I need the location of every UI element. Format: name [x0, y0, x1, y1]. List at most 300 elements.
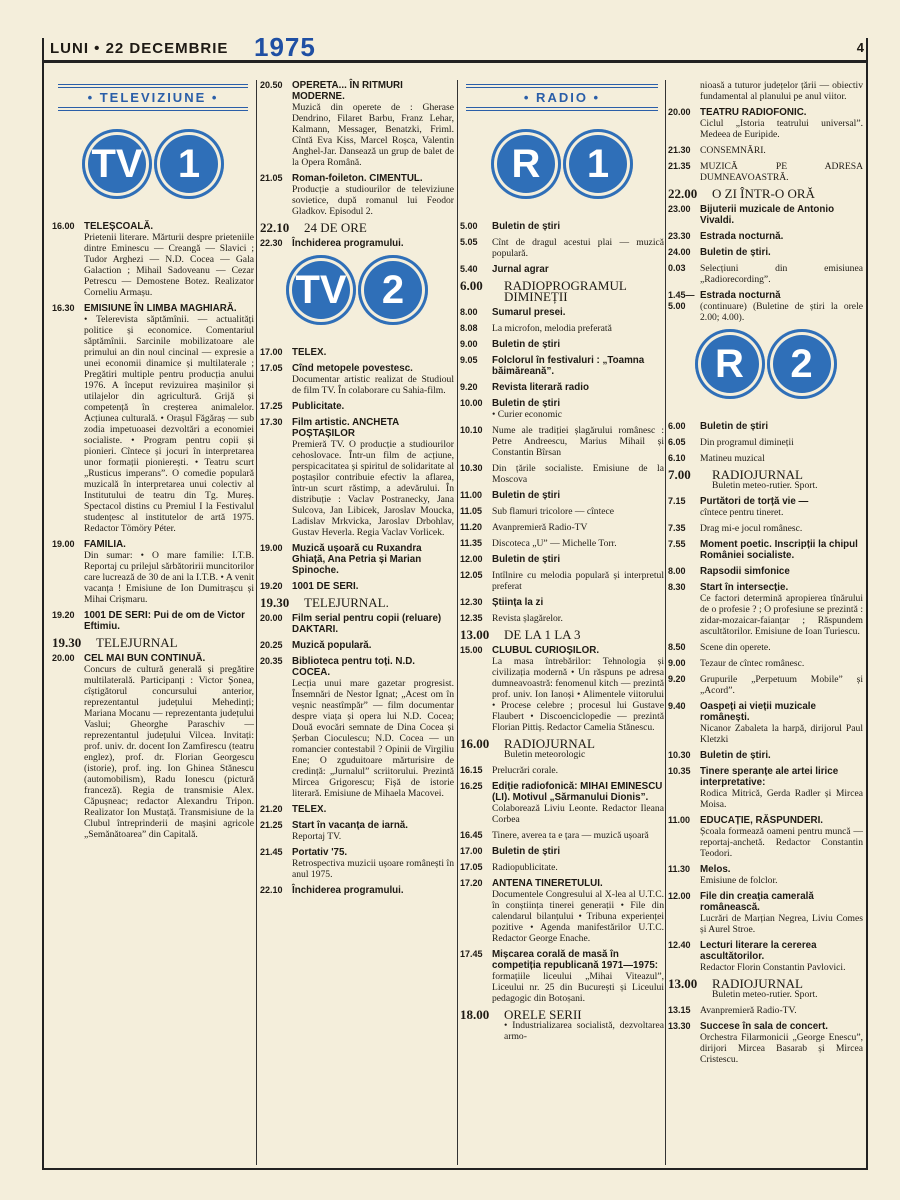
program-entry [52, 637, 254, 648]
program-time: 7.00 [668, 467, 691, 482]
program-title: File din creația camerală românească. [700, 891, 814, 913]
program-time: 9.05 [460, 355, 478, 365]
program-description: Revista șlagărelor. [492, 613, 563, 624]
program-entry [668, 523, 863, 534]
program-entry [668, 204, 863, 226]
program-title: CEL MAI BUN CONTINUĂ. [84, 653, 206, 664]
program-entry [460, 645, 664, 733]
program-description: Matineu muzical [700, 453, 765, 464]
program-body [700, 658, 863, 669]
program-time: 17.20 [460, 878, 483, 888]
program-time: 22.10 [260, 885, 283, 895]
tv1-logo [52, 129, 254, 199]
program-entry [668, 1005, 863, 1016]
program-body [700, 161, 863, 183]
program-entry [260, 847, 454, 880]
program-body [492, 862, 664, 873]
program-description: Premieră TV. O producție a studiourilor cehoslovace. Într-un film de acțiune, perspicacitatea și spiritul de solidaritate al poștașilor contribuie efectiv la aflarea, într-un scurt răstimp, a adevărului. În distribuție : Vaclav Postranecky, Jana Sulcova, Jan Libicek, Jaroslav Moucka, Ladislav Mrkvicka, Jaroslav Drbohlav, Gustav Heverla. Regia Vaclav Vorlicek. [292, 439, 454, 538]
program-title: Buletin de știri [492, 846, 561, 857]
program-time: 8.30 [668, 582, 686, 592]
program-time: 17.25 [260, 401, 283, 411]
program-entry [460, 781, 664, 825]
program-entry [260, 417, 454, 538]
program-time: 17.30 [260, 417, 283, 427]
program-description: Buletin meteorologic [504, 749, 586, 760]
logo-circle: 2 [358, 255, 428, 325]
program-entry [460, 846, 664, 857]
program-title: 1001 DE SERI: Pui de om de Victor Eftimiu. [84, 610, 245, 632]
program-entry [668, 421, 863, 432]
program-body [292, 347, 454, 358]
program-title: Succese în sala de concert. [700, 1021, 828, 1032]
program-body [700, 453, 863, 464]
program-time: 9.00 [668, 658, 686, 668]
program-description: Avanpremieră Radio-TV. [700, 1005, 797, 1016]
program-entry [668, 815, 863, 859]
program-entry [260, 543, 454, 576]
program-body [292, 581, 454, 592]
program-entry [668, 566, 863, 577]
program-entry [460, 538, 664, 549]
program-body [492, 237, 664, 259]
program-time: 20.00 [52, 653, 75, 663]
program-body [492, 355, 664, 377]
program-description: • Industrializarea socialistă, dezvoltarea armo- [504, 1020, 664, 1042]
program-entry [668, 891, 863, 935]
program-entry [460, 355, 664, 377]
program-body [492, 597, 664, 608]
program-title: Oaspeți ai vieții muzicale românești. [700, 701, 816, 723]
program-entry [460, 878, 664, 944]
logo-circle: TV [286, 255, 356, 325]
program-body [292, 820, 454, 842]
program-time: 13.00 [460, 627, 490, 642]
program-title: Închiderea programului. [292, 238, 404, 249]
schedule-list [668, 421, 863, 1065]
program-body [700, 437, 863, 448]
program-title: Sumarul presei. [492, 307, 566, 318]
logo-circle: R [491, 129, 561, 199]
program-time: 11.00 [460, 490, 483, 500]
program-description: Radiopublicitate. [492, 862, 558, 873]
program-body [700, 421, 863, 432]
program-time: 13.30 [668, 1021, 691, 1031]
program-time: 23.00 [668, 204, 691, 214]
program-entry [668, 701, 863, 745]
program-body [700, 701, 863, 745]
program-entry [460, 237, 664, 259]
program-title: DE LA 1 LA 3 [504, 627, 581, 642]
program-entry [260, 581, 454, 592]
program-description: Documentar artistic realizat de Studioul de film TV. În colaborare cu Sahia-film. [292, 374, 454, 396]
program-description: Discoteca „U” — Michelle Torr. [492, 538, 617, 549]
program-description: Emisiune de folclor. [700, 875, 778, 886]
program-description: Din sumar: • O mare familie: I.T.B. Reportaj cu prilejul sărbătoririi muncitorilor care lucrează de 30 de ani la I.T.B. • A venit vacanța ! Emisiune de Ion Dumitrașcu și Mihai Crișmaru. [84, 550, 254, 605]
program-body [700, 290, 863, 323]
program-description: Retrospectiva muzicii ușoare românești în anul 1975. [292, 858, 454, 880]
program-body [700, 582, 863, 637]
program-description: Colaborează Liviu Leonte. Redactor Ileana Corbea [492, 803, 664, 825]
program-title: Film serial pentru copii (reluare) DAKTARI. [292, 613, 442, 635]
program-description: Grupurile „Perpetuum Mobile” și „Acord”. [700, 674, 863, 696]
program-description: Producție a studiourilor de televiziune sovietice, după romanul lui Feodor Gladkov. Episodul 2. [292, 184, 454, 217]
program-body [700, 145, 863, 156]
program-title: Start în vacanța de iarnă. [292, 820, 408, 831]
program-body [492, 307, 664, 318]
logo-circle: 2 [767, 329, 837, 399]
program-description: Selecțiuni din emisiunea „Radiorecording”. [700, 263, 863, 285]
program-title: TEATRU RADIOFONIC. [700, 107, 807, 118]
program-description: La microfon, melodia preferată [492, 323, 612, 334]
program-entry [52, 610, 254, 632]
program-entry [668, 469, 863, 491]
program-time: 13.15 [668, 1005, 691, 1015]
program-entry [668, 978, 863, 1000]
logo-circle: R [695, 329, 765, 399]
program-body [504, 1009, 664, 1042]
program-title: TELEJURNAL. [304, 595, 389, 610]
program-description: • Telerevista săptămînii. — actualități politice și economice. Comentariul săptămînii. Sarcinile mobilizatoare ale primului an din noul cincinal — expresie a unei economii dinamice și multilaterale ; Pregătiri multiple pentru producția anului 1976. A început revizuirea mașinilor și utilajelor din agricultură. Grijă și competență în creșterea animalelor. Acțiunea culturală. • Orașul Făgăraș — sub zodia impetuoasei dezvoltări a economiei socialiste. • Program pentru copii și pionieri. Cîntece și jocuri în interpretarea unor formații pionierești. • Teatru scurt „Rusticus imperans”. O comedie populară muzicală în interpretarea unui colectiv al Institutului de teatru din Tg. Mureș. Spectacol distins cu Premiul I la Festivalul studențesc al institutelor de artă 1975. Redactor Tömöry Péter. [84, 314, 254, 534]
program-body [96, 637, 254, 648]
program-body [700, 766, 863, 810]
schedule-list [52, 221, 254, 840]
page-number: 4 [856, 40, 864, 55]
program-description: Sub flamuri tricolore — cîntece [492, 506, 615, 517]
program-entry [668, 864, 863, 886]
program-entry [460, 554, 664, 565]
program-body [84, 303, 254, 534]
program-title: Moment poetic. Inscripții la chipul României socialiste. [700, 539, 858, 561]
program-time: 6.00 [460, 278, 483, 293]
program-title: Purtători de torță vie — [700, 496, 809, 507]
program-entry [260, 804, 454, 815]
program-entry [460, 221, 664, 232]
program-title: Buletin de știri [700, 421, 769, 432]
program-body [292, 543, 454, 576]
program-title: Estrada nocturnă [700, 290, 781, 301]
program-entry [668, 437, 863, 448]
program-entry [260, 222, 454, 233]
program-time: 12.40 [668, 940, 691, 950]
issue-year: 1975 [254, 32, 316, 62]
program-entry [668, 231, 863, 242]
program-body [292, 173, 454, 217]
schedule-list [460, 221, 664, 1042]
program-time: 18.00 [460, 1007, 490, 1022]
program-time: 9.00 [460, 339, 478, 349]
section-heading-tv: • TELEVIZIUNE • [58, 84, 248, 111]
tv-column-1 [52, 80, 254, 845]
program-title: O ZI ÎNTR-O ORĂ [712, 186, 815, 201]
program-title: RADIOPROGRAMUL DIMINEȚII [504, 278, 627, 304]
program-time: 10.35 [668, 766, 691, 776]
program-title: Buletin de știri [492, 339, 561, 350]
program-title: ORELE SERII [504, 1007, 582, 1022]
program-time: 12.35 [460, 613, 483, 623]
program-time: 16.25 [460, 781, 483, 791]
program-title: Cînd metopele povestesc. [292, 363, 413, 374]
program-time: 20.00 [260, 613, 283, 623]
program-description: Ciclul „Istoria teatrului universal”. Medeea de Euripide. [700, 118, 863, 140]
program-body [492, 846, 664, 857]
program-body [492, 398, 664, 420]
program-body [492, 765, 664, 776]
program-entry [668, 188, 863, 199]
radio-column-2 [668, 80, 863, 1070]
program-title: Estrada nocturnă. [700, 231, 784, 242]
program-entry [460, 629, 664, 640]
section-heading-radio: • RADIO • [466, 84, 658, 111]
program-time: 9.20 [460, 382, 478, 392]
program-time: 11.00 [668, 815, 691, 825]
program-title: Melos. [700, 864, 731, 875]
program-title: Muzică populară. [292, 640, 372, 651]
program-title: Bijuterii muzicale de Antonio Vivaldi. [700, 204, 835, 226]
program-body [492, 221, 664, 232]
program-entry [460, 862, 664, 873]
radio-column-1 [460, 80, 664, 1047]
program-entry [668, 539, 863, 561]
program-time: 5.00 [460, 221, 478, 231]
program-body [492, 830, 664, 841]
program-body [292, 804, 454, 815]
r2-logo [668, 329, 863, 399]
program-title: TELEX. [292, 347, 327, 358]
program-time: 11.20 [460, 522, 483, 532]
program-body [492, 323, 664, 334]
program-body [492, 570, 664, 592]
program-entry [460, 738, 664, 760]
program-description: Reportaj TV. [292, 831, 342, 842]
program-title: Start în intersecție. [700, 582, 789, 593]
program-description: cîntece pentru tineret. [700, 507, 784, 518]
program-time: 15.00 [460, 645, 483, 655]
program-time: 7.35 [668, 523, 686, 533]
program-title: Buletin de știri [492, 490, 561, 501]
program-time: 17.45 [460, 949, 483, 959]
program-title: OPERETA... ÎN RITMURI MODERNE. [292, 80, 403, 102]
program-entry [460, 597, 664, 608]
program-title: Știința la zi [492, 597, 544, 608]
program-time: 5.40 [460, 264, 478, 274]
program-time: 19.30 [52, 635, 82, 650]
program-time: 10.30 [668, 750, 691, 760]
program-title: TELEJURNAL [96, 635, 178, 650]
program-time: 17.05 [460, 862, 483, 872]
program-body [84, 221, 254, 298]
program-body [304, 597, 454, 608]
program-body [292, 363, 454, 396]
program-time: 17.00 [460, 846, 483, 856]
program-title: Lecturi literare la cererea ascultătorilor. [700, 940, 817, 962]
program-title: Buletin de știri [492, 554, 561, 565]
program-body [700, 1005, 863, 1016]
program-title: Roman-foileton. CIMENTUL. [292, 173, 423, 184]
program-entry [260, 613, 454, 635]
program-entry [460, 613, 664, 624]
program-description: Prelucrări corale. [492, 765, 559, 776]
program-description: Orchestra Filarmonicii „George Enescu”, dirijori Mircea Basarab și Mircea Cristescu. [700, 1032, 863, 1065]
program-body [84, 610, 254, 632]
program-entry [260, 347, 454, 358]
issue-date: LUNI • 22 DECEMBRIE [50, 40, 229, 57]
program-entry [668, 658, 863, 669]
program-time: 12.30 [460, 597, 483, 607]
program-entry [668, 582, 863, 637]
program-body [492, 506, 664, 517]
program-entry [668, 107, 863, 140]
program-body [700, 231, 863, 242]
program-entry [668, 161, 863, 183]
program-time: 11.30 [668, 864, 691, 874]
program-time: 12.05 [460, 570, 483, 580]
program-title: Rapsodii simfonice [700, 566, 790, 577]
program-entry [460, 323, 664, 334]
program-entry [668, 766, 863, 810]
program-body [492, 554, 664, 565]
program-body [504, 738, 664, 760]
program-title: Închiderea programului. [292, 885, 404, 896]
program-title: RADIOJURNAL [504, 736, 595, 751]
program-time: 10.00 [460, 398, 483, 408]
program-description: Din programul dimineții [700, 437, 794, 448]
program-body [504, 280, 664, 302]
program-description: MUZICĂ PE ADRESA DUMNEAVOASTRĂ. [700, 161, 863, 183]
program-time: 16.00 [460, 736, 490, 751]
program-time: 9.20 [668, 674, 686, 684]
program-body [700, 750, 863, 761]
program-entry [460, 425, 664, 458]
program-title: Folclorul în festivaluri : „Toamna băimăreană”. [492, 355, 645, 377]
program-time: 21.45 [260, 847, 283, 857]
program-title: Ediție radiofonică: MIHAI EMINESCU (LI). Motivul „Sărmanului Dionis”. [492, 781, 663, 803]
program-description: Buletin meteo-rutier. Sport. [712, 989, 818, 1000]
program-entry [668, 247, 863, 258]
program-body [700, 642, 863, 653]
program-body [700, 263, 863, 285]
program-body [84, 539, 254, 605]
program-body [292, 885, 454, 896]
program-time: 20.50 [260, 80, 283, 90]
program-time: 5.05 [460, 237, 478, 247]
program-body [304, 222, 454, 233]
program-title: RADIOJURNAL [712, 976, 803, 991]
program-body [700, 523, 863, 534]
tv2-logo [260, 255, 454, 325]
program-description: La masa întrebărilor: Tehnologia și civilizația modernă • Un răspuns pe adresa dumneavoastră: fenomenul kitch — prezintă prof. univ. Ion Ianoși • Alimentele viitorului • Procese celebre ; procesul lui Gustave Flaubert • Discoenciclopedie — prezintă Florian Pittiș. Redactor Camelia Stănescu. [492, 656, 664, 733]
program-description: Buletin meteo-rutier. Sport. [712, 480, 818, 491]
program-time: 6.10 [668, 453, 686, 463]
program-entry [460, 765, 664, 776]
program-description: Lecția unui mare gazetar progresist. Însemnări de Nestor Ignat; „Acest om în veșnic neastîmpăr” — film documentar despre viața și opera lui N.D. Cocea; Două evocări semnate de Dina Cocea și Șerban Cioculescu; N.D. Cocea — un romancier contestabil ? Opinii de Virgiliu Ene; O zguduitoare mărturisire de credință: „Jurnalul” scriitorului. Prezintă Mircea Grigorescu; Fișă de istorie literară. Emisiune de Mihaela Macovei. [292, 678, 454, 799]
program-body [492, 264, 664, 275]
program-time: 16.30 [52, 303, 75, 313]
program-description: Lucrări de Marțian Negrea, Liviu Comes și Aurel Stroe. [700, 913, 863, 935]
schedule-list [260, 80, 454, 249]
program-entry [668, 263, 863, 285]
program-time: 23.30 [668, 231, 691, 241]
program-title: Buletin de știri [492, 221, 561, 232]
program-time: 8.00 [668, 566, 686, 576]
program-time: 6.00 [668, 421, 686, 431]
schedule-list [260, 347, 454, 896]
program-entry [460, 339, 664, 350]
program-time: 19.20 [52, 610, 75, 620]
program-body [84, 653, 254, 840]
program-title: EDUCAȚIE, RĂSPUNDERI. [700, 815, 824, 826]
program-description: Documentele Congresului al X-lea al U.T.C. în conștiința tinerei generații • File din calendarul bilanțului • Tribuna experienței pozitive • Agenda manifestărilor U.T.C. Redactor George Enache. [492, 889, 664, 944]
program-time: 19.30 [260, 595, 290, 610]
program-description: Tezaur de cîntec românesc. [700, 658, 805, 669]
program-title: Buletin de știri. [700, 247, 771, 258]
program-body [492, 949, 664, 1004]
program-title: Publicitate. [292, 401, 345, 412]
program-title: RADIOJURNAL [712, 467, 803, 482]
program-body [700, 864, 863, 886]
program-entry [460, 490, 664, 501]
program-body [700, 940, 863, 973]
program-time: 8.08 [460, 323, 478, 333]
program-entry [260, 173, 454, 217]
program-time: 6.05 [668, 437, 686, 447]
program-time: 11.35 [460, 538, 483, 548]
program-description: Ce factori determină apropierea tînărului de o profesie ? ; O profesiune se prezintă : zidar-mozaicar-faianțar ; Răspundem ascultătorilor. Emisiune de Ioan Turiescu. [700, 593, 863, 637]
program-entry [668, 145, 863, 156]
program-body [492, 538, 664, 549]
program-time: 24.00 [668, 247, 691, 257]
program-body [492, 490, 664, 501]
program-body [292, 613, 454, 635]
program-body [492, 781, 664, 825]
program-body [700, 891, 863, 935]
program-entry [52, 539, 254, 605]
program-time: 9.40 [668, 701, 686, 711]
column-divider [665, 80, 666, 1165]
program-time: 10.10 [460, 425, 483, 435]
program-title: Film artistic. ANCHETA POȘTAȘILOR [292, 417, 399, 439]
program-description: CONSEMNĂRI. [700, 145, 766, 156]
program-description: Tinere, averea ta e țara — muzică ușoară [492, 830, 649, 841]
program-entry [260, 640, 454, 651]
program-body [700, 566, 863, 577]
program-entry [668, 290, 863, 323]
program-title: 24 DE ORE [304, 220, 367, 235]
logo-circle: 1 [563, 129, 633, 199]
program-body [492, 645, 664, 733]
program-entry [460, 280, 664, 302]
program-body [700, 204, 863, 226]
program-time: 19.00 [260, 543, 283, 553]
program-time: 8.00 [460, 307, 478, 317]
program-description: Avanpremieră Radio-TV [492, 522, 588, 533]
program-time: 21.35 [668, 161, 691, 171]
program-description: Rodica Mitrică, Gerda Radler și Mircea Moisa. [700, 788, 863, 810]
program-entry [668, 453, 863, 464]
program-entry [260, 363, 454, 396]
program-time: 21.30 [668, 145, 691, 155]
program-time: 20.35 [260, 656, 283, 666]
program-entry [460, 830, 664, 841]
program-entry [460, 506, 664, 517]
program-time: 16.00 [52, 221, 75, 231]
program-body [292, 656, 454, 799]
program-time: 1.45—5.00 [668, 290, 695, 311]
program-time: 19.20 [260, 581, 283, 591]
program-description: • Curier economic [492, 409, 562, 420]
program-entry [52, 653, 254, 840]
program-description: Nicanor Zabaleta la harpă, dirijorul Paul Kletzki [700, 723, 863, 745]
program-time: 22.10 [260, 220, 290, 235]
